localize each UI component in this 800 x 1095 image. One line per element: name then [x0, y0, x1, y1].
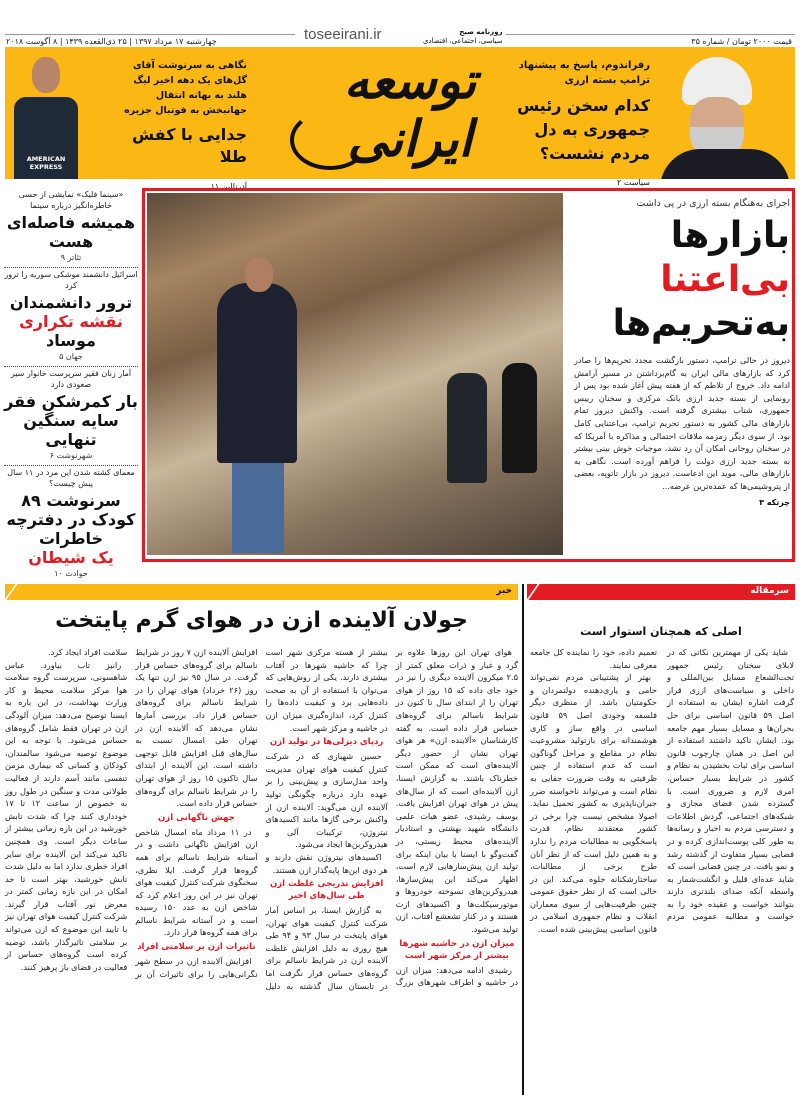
website-url[interactable]: toseeirani.ir: [300, 26, 386, 43]
newspaper-logo: توسعه ایرانی: [343, 51, 477, 168]
main-headline-1: بازارها: [670, 215, 790, 256]
teaser-headline: بار کمرشکن فقر سایه سنگین تنهایی: [4, 392, 138, 449]
news-subhead: تاثیرات ازن بر سلامتی افراد: [137, 942, 256, 953]
walker-figure: [447, 373, 487, 483]
news-paragraph: حسین شهبازی که در شرکت کنترل کیفیت هوای تهران مدیریت واحد مدل‌سازی و پیش‌بینی را بر عهده دارد درباره چگونگی تولید آلاینده ازن می‌گوید: آلاینده ازن از واکنش برخی گازها مانند اکسیدهای نیتروژن، ترکیبات آلی و هیدروکربن‌ها ایجاد می‌شود.: [265, 751, 388, 850]
subtitle-line2: سیاسی، اجتماعی، اقتصادی: [423, 37, 503, 45]
teaser-headline: [4, 293, 138, 350]
player-photo: [12, 52, 80, 179]
masthead-rule-right: [500, 34, 795, 35]
robe: [660, 149, 790, 179]
news-headline: جولان آلاینده ازن در هوای گرم پایتخت: [55, 608, 468, 633]
banner-left-page: آدرنالین ۱۱: [210, 182, 247, 191]
news-paragraph: اکسیدهای نیتروژن نقش دارند و هر دوی این‌ها پایه‌گذار ازن هستند.: [265, 851, 388, 875]
news-paragraph: رانیز تاب بیاورد. عباس شاهسونی، سرپرست گروه سلامت هوا مرکز سلامت محیط و کار وزارت بهداشت، در این باره به ایسنا توضیح می‌دهد: میزان آلودگی ازن در تهران فقط شامل گروه‌های حساس می‌شود. با توجه به این موضوع توصیه می‌شود سالمندان، کودکان و کسانی که بیماری مزمن تنفسی مانند آسم دارند از فعالیت طولانی مدت و سنگین در طول روز به خصوص از ساعت ۱۲ تا ۱۷ خودداری کنند چرا که شدت تابش خورشید در این بازه زمانی بیشتر از ساعات دیگر است. وی همچنین تاکید می‌کند این آلاینده برای سایر افراد خطری ندارد اما به دلیل شدت تابش خورشید، بهتر است تا حد امکان در این بازه زمانی کمتر در معرض نور آفتاب قرار گیرند. شرکت کنترل کیفیت هوای تهران نیز با تایید این موضوع که ازن می‌تواند بر سلامتی تاثیرگذار باشد، توصیه کرده است گروه‌های حساس از فعالیت در فضای باز پرهیز کنند.: [5, 659, 128, 972]
bar-slash: [526, 584, 539, 600]
editorial-section-bar: [527, 584, 795, 600]
woman-figure: [502, 363, 537, 473]
teaser-headline-main: سرنوشت ۸۹ کودک در دفترچه خاطرات: [6, 491, 136, 548]
main-kicker: اجرای به‌هنگام بسته ارزی در پی داشت: [636, 198, 790, 209]
editorial-title: اصلی که همچنان استوار است: [580, 625, 742, 638]
editorial-paragraph: بهتر از پشتیبانی مردم نمی‌تواند حامی و یاری‌دهنده دولتمردان و حکومتیان باشد. از منظری دیگر فلسفه وجودی اصل ۵۹ قانون اساسی در واقع ساز و کاری هوشمندانه برای بازتولید مشروعیت نظام در مقاطع و مراحل گوناگون است که عدم استفاده از چنین ظرفیتی به وقت ضرورت جفایی به نظام است و می‌تواند ناخواسته ضرر جبران‌ناپذیری به کشور تحمیل نماید. اصولا مشخص نیست چرا برخی در کشور معتقدند نظام، قدرت پاسخگویی به مطالبات مردم را ندارد و به همین دلیل است که از نظر آنان طرح برخی از مطالبات، ساختارشکنانه جلوه می‌کند. این در حالی است که از نظر حقوق عمومی چنین ظرفیت‌هایی از سوی معماران انقلاب و نظام جمهوری اسلامی در قانون اساسی پیش‌بینی شده است.: [530, 672, 657, 935]
man-jeans: [232, 463, 284, 553]
news-subhead: ردپای دیزلی‌ها در تولید ازن: [269, 737, 384, 748]
main-story-body: دیروز در حالی ترامپ، دستور بازگشت مجدد تحریم‌ها را صادر کرد که بازارهای مالی ایران به گام‌برداشتن در مسیر آرامش ادامه داد. خروج از تلاطم که از هفته پیش آغاز شده بود پس از رونمایی از بسته جدید ارزی بانک مرکزی و سخنان رییس جمهوری، شتاب بیشتری گرفته است. واکنش دیروز تمام بازارهای مالی کشور به دستور تحریم ترامپ، بی‌اعتنایی کامل بود. از سوی دیگر زمزمه ملاقات احتمالی و مذاکره با آمریکا که در سخنان روحانی امکان آن رد نشد، موجبات خوش بینی بیشتر به بسته جدید ارزی دولت را فراهم آورده است. نگاهی به بازارهای مالی، موید این ادعاست. دیروز در بازار تاتوپه، بعضی از پتروشیمی‌ها که عمده‌ترین عرضه...: [574, 355, 790, 491]
bar-slash: [4, 584, 17, 600]
news-article-body: [5, 646, 518, 992]
banner-left-headline: جدایی با کفش طلا: [131, 125, 247, 166]
news-section-bar: [5, 584, 518, 600]
teaser-kicker: آمار زنان فقیر سرپرست خانوار سیر صعودی دارد: [10, 369, 132, 389]
main-headline-3: به‌تحریم‌ها: [612, 303, 790, 344]
news-subhead: میزان ازن در حاشیه شهرها بیشتر از مرکز شهر است: [399, 938, 515, 961]
teaser-page: جهان ۵: [59, 352, 83, 361]
teaser-headline-tail: موساد: [46, 331, 96, 350]
teaser-page: حوادث ۱۰: [54, 569, 88, 578]
banner-left-story[interactable]: [112, 58, 247, 192]
banner-left-kicker: نگاهی به سرنوشت آقای گل‌های یک دهه اخیر لیگ هلند به بهانه انتقال جهانبخش به فوتبال جزیره: [124, 60, 247, 116]
news-paragraph: به گزارش ایسنا، بر اساس آمار شرکت کنترل کیفیت هوای تهران، هوای پایتخت در سال ۹۳ و ۹۴ طی هیچ روزی به دلیل افزایش غلظت آلاینده ازن در شرایط ناسالم برای گروه‌های حساس قرار نگرفت اما در تابستان سال گذشته به دلیل افزایش آلاینده ازن ۷ روز در شرایط ناسالم برای گروه‌های حساس قرار گرفت. در سال ۹۵ نیز ازن تنها یک روز (۲۶ خرداد) هوای تهران را در شرایط ناسالم برای گروه‌های حساس قرار داد. بررسی آمارها نشان می‌دهد که آلاینده ازن در تهران طی امسال نسبت به سال‌های قبل افزایش قابل توجهی داشته است. این آلاینده از ابتدای سال تاکنون ۱۵ روز از هوای تهران را در شرایط ناسالم برای گروه‌های حساس قرار داده است.: [135, 647, 388, 991]
banner-right-page: سیاست ۲: [617, 178, 650, 187]
editorial-paragraph: شاید یکی از مهمترین نکاتی که در لابلای سخنان رئیس جمهور تحت‌الشعاع مسایل بین‌المللی و داخلی و سیاست‌های ارزی قرار گرفت اشاره ایشان به استفاده از اصل ۵۹ قانون اساسی برای حل بحران‌ها و مسایل بسیار مهم جامعه بود. ایشان تاکید داشتند استفاده از این اصل در همان چارچوب قانون اساسی برای ثبات بخشیدن به نظام و کشور در شرایط بسیار حساس، امری لازم و ضروری است. با گسترده شدن فضای مجازی و شبکه‌های اجتماعی، گردش اطلاعات و دسترسی مردم به اخبار و رسانه‌ها به طور کلی پوست‌اندازی کرده و در فضایی بسیار متفاوت از گذشته رشد و نمو یافت. در چنین فضایی است که شاید عده‌ای قلیل و انگشت‌شمار به واسطه آنکه صدای بلندتری دارند بتوانند خواست و عقیده خود را به خواست و مطالبه عمومی مردم تعمیم داده، خود را نماینده کل جامعه معرفی نمایند.: [530, 647, 795, 922]
face: [32, 57, 60, 93]
main-headline-red: بی‌اعتنا: [660, 259, 790, 300]
news-paragraph: افزایش آلاینده ازن در سطح شهر نگرانی‌هایی را برای تاثیرات آن بر سلامت افراد ایجاد کرد.: [48, 647, 258, 979]
teaser-headline-red: یک شیطان: [28, 548, 114, 567]
paper-subtitle: [420, 28, 506, 46]
man-jacket: [217, 283, 297, 463]
news-subhead: افزایش تدریجی غلظت ازن طی سال‌های اخیر: [269, 879, 384, 902]
teaser-kicker: «سینما فلیک» نمایشی از حسی خاطره‌انگیز درباره سینما: [18, 190, 124, 210]
teaser-incidents[interactable]: [4, 466, 138, 583]
bazaar-photo: [147, 193, 563, 555]
banner-right-story[interactable]: [500, 58, 650, 188]
left-teaser-column: [4, 188, 138, 583]
teaser-page: شهرنوشت ۶: [49, 451, 93, 460]
teaser-headline-main: ترور دانشمندان: [9, 293, 133, 312]
news-paragraph: در ۱۱ مرداد ماه امسال شاخص ازن افزایش ناگهانی داشت و در آستانه شرایط ناسالم برای همه گروه‌ها قرار گرفت. ایلا نظری، سخنگوی شرکت کنترل کیفیت هوای تهران نیز در این روز اعلام کرد که شاخص ازن به عدد ۱۵۰ رسیده است و در آستانه شرایط ناسالم برای همه گروه‌ها قرار دارد.: [135, 826, 258, 938]
teaser-city[interactable]: [4, 367, 138, 466]
teaser-kicker: اسرائیل دانشمند موشکی سوریه را ترور کرد: [4, 270, 138, 290]
teaser-world[interactable]: [4, 268, 138, 367]
issue-date: چهارشنبه ۱۷ مرداد ۱۳۹۷ | ۲۵ ذی‌القعده ۱۴۳۹ | ۸ آگوست ۲۰۱۸: [6, 37, 217, 46]
price-issue: قیمت ۲۰۰۰ تومان / شماره ۳۵: [691, 37, 792, 46]
main-story-page: چرتکه ۳: [759, 497, 790, 507]
banner-right-headline: کدام سخن رئیس جمهوری به دل مردم نشست؟: [517, 96, 650, 163]
banner-right-kicker: رفراندوم، پاسخ به پیشنهاد ترامپ بسته ارزی: [518, 60, 650, 86]
news-subhead: جهش ناگهانی ازن: [158, 812, 235, 823]
news-section-label: خبر: [496, 586, 512, 596]
news-paragraph: رشیدی ادامه می‌دهد: میزان ازن در حاشیه و اطراف شهرهای بزرگ بیشتر از هسته مرکزی شهر است چرا که حاشیه شهرها در آفتاب بیشتری دارند. یکی از روش‌هایی که می‌توان با استفاده از آن به صحت داده‌هایی برد و کیفیت داده‌ها را کنترل کرد، اندازه‌گیری میزان ازن در حاشیه و مرکز شهر است.: [265, 647, 518, 988]
teaser-headline: همیشه فاصله‌ای هست: [6, 213, 136, 251]
main-story[interactable]: [572, 197, 790, 508]
jersey-sponsor: AMERICAN EXPRESS: [26, 155, 66, 171]
news-paragraph: هوای تهران این روزها علاوه بر گرد و غبار و ذرات معلق کمتر از ۲.۵ میکرون آلاینده دیگری را نیز در خود جای داده که ۱۵ روز از هوای تهران را از ابتدای سال تا کنون در شرایط ناسالم برای گروه‌های حساس قرار داده است. به گفته کارشناسان «آلاینده ازن» هر هوای تهران نشان از حضور دیگر آلاینده‌های است که ممکن است خطرناک باشند. به گزارش ایسنا، ازن آلاینده‌ای است که از سال‌های پیش در هوای تهران افزایش یافت. یوسف رشیدی، عضو هیات علمی دانشگاه شهید بهشتی و استادیار آلاینده‌های محیط زیستی، در گفت‌وگو با ایسنا با بیان اینکه برای تولید ازن پیش‌سازهایی لازم است، اظهار می‌کند این پیش‌سازها، هیدروکربن‌های نسوخته خودروها و موتورسیکلت‌ها و اکسیدهای ازت هستند و در کنار تشعشع آفتاب، ازن تولید می‌شود.: [395, 647, 518, 935]
teaser-headline: [4, 491, 138, 567]
masthead-rule-left: [5, 34, 295, 35]
rouhani-photo: [660, 57, 790, 179]
subtitle-line1: روزنامه صبح: [459, 28, 503, 36]
editorial-section-label: سرمقاله: [750, 586, 789, 596]
teaser-headline-red: نقشه تکراری: [19, 312, 123, 331]
teaser-kicker: معمای کشته شدن این مرد در ۱۱ سال پیش چیست؟: [7, 468, 135, 488]
column-divider: [522, 584, 524, 1095]
editorial-body: [530, 646, 794, 936]
teaser-theatre[interactable]: [4, 188, 138, 268]
teaser-page: تئاتر ۹: [60, 253, 82, 262]
man-face: [245, 258, 273, 292]
